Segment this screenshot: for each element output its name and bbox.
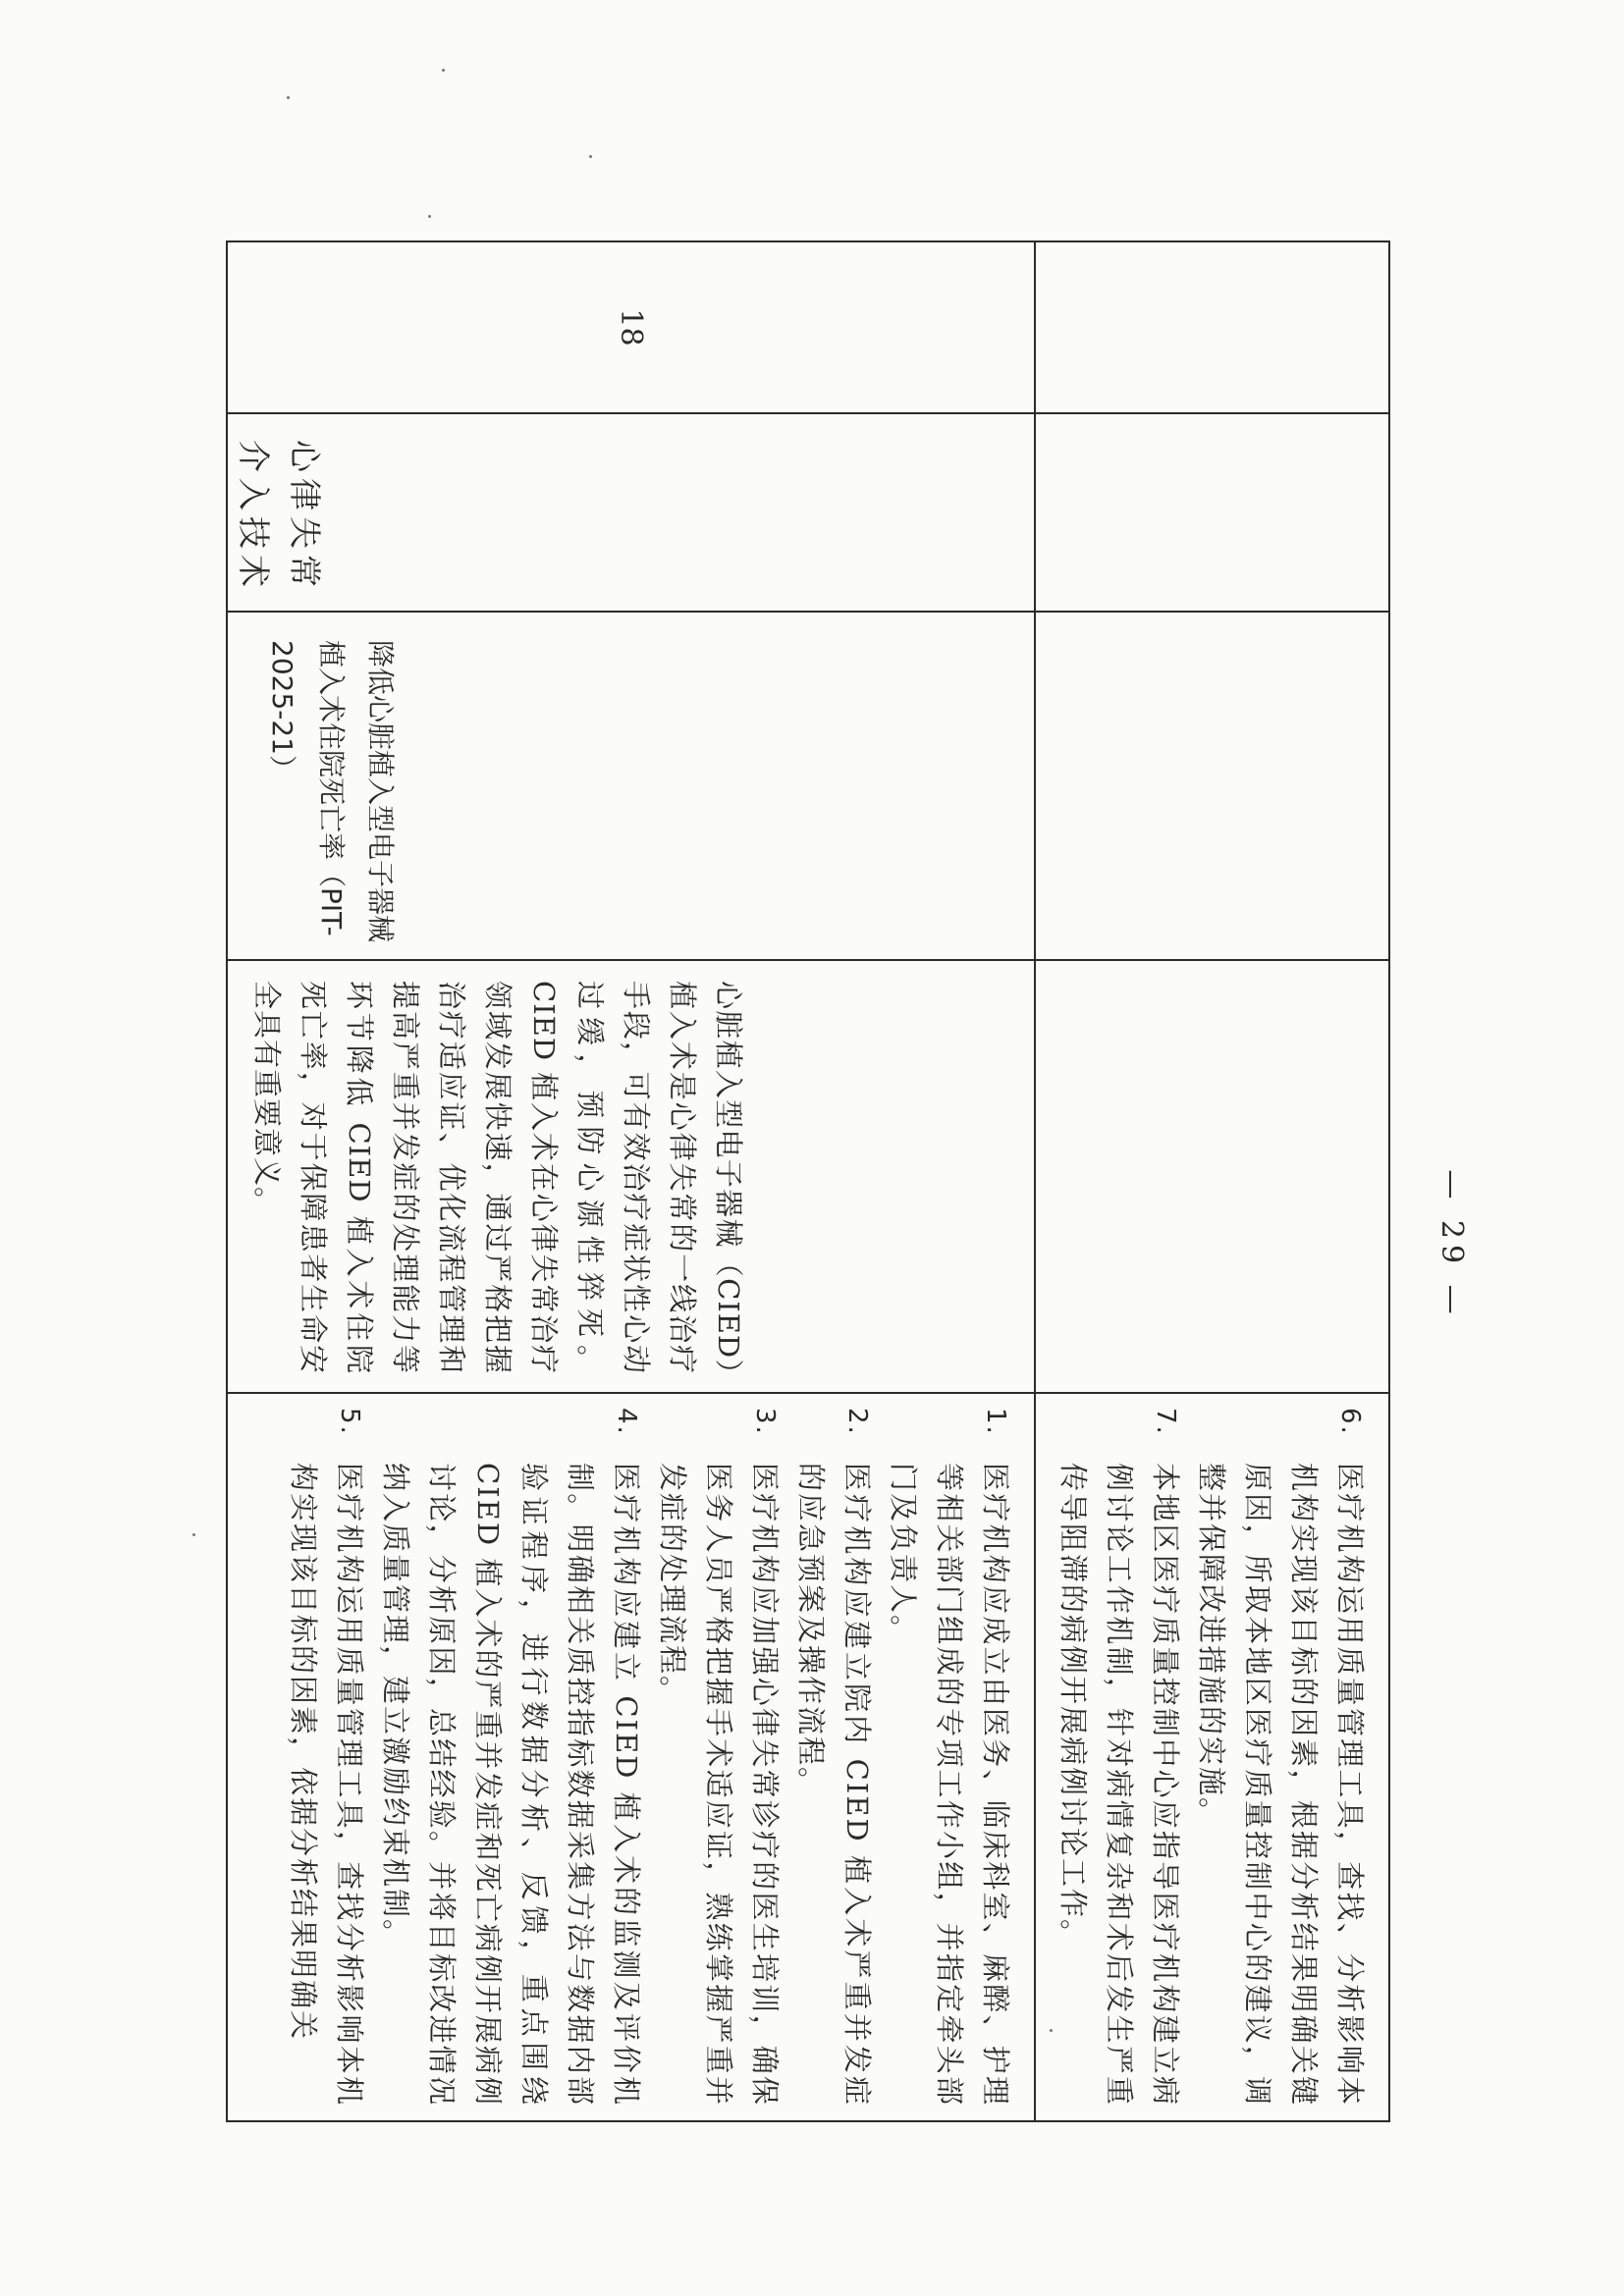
scan-speck bbox=[287, 96, 290, 99]
measure-item bbox=[880, 1408, 1018, 2107]
cell-definition-empty bbox=[1035, 960, 1389, 1393]
scan-speck bbox=[589, 155, 592, 158]
measure-item bbox=[1050, 1408, 1188, 2107]
measure-text: 医疗机构运用质量管理工具，查找、分析影响本机构实现该目标的因素，根据分析结果明确关键原因，所取本地区医疗质量控制中心的建议，调整并保障改进措施的实施。 bbox=[1195, 1463, 1367, 2107]
measure-item bbox=[649, 1408, 787, 2107]
measure-text: 医疗机构应加强心律失常诊疗的医生培训，确保医务人员严格把握手术适应证，熟练掌握严重并发症的处理流程。 bbox=[656, 1463, 782, 2107]
rotated-page-content bbox=[226, 240, 1390, 2120]
measure-number: 6. bbox=[1335, 1408, 1365, 1436]
table-row-continuation bbox=[1035, 241, 1389, 2121]
measure-number: 1. bbox=[981, 1408, 1010, 1436]
measure-text: 医疗机构运用质量管理工具，查找分析影响本机构实现该目标的因素，依据分析结果明确关 bbox=[287, 1463, 366, 2107]
cell-measures bbox=[227, 1393, 1035, 2121]
goal-definition: 心脏植入型电子器械（CIED）植入术是心律失常的一线治疗手段，可有效治疗症状性心动过缓，预防心源性猝死。CIED 植入术在心律失常治疗领域发展快速，通过严格把握治疗适应证、优化流程管理和提高严重并发症的处理能力等环节降低 CIED 植入术住院死亡率，对于保障患者生命安全具有重要意义。 bbox=[227, 960, 1035, 1393]
cell-previous-measures bbox=[1035, 1393, 1389, 2121]
measure-number: 4. bbox=[612, 1408, 641, 1436]
cell-number-empty bbox=[1035, 241, 1389, 413]
cell-specialty-empty bbox=[1035, 413, 1389, 612]
specialty-name: 心律失常介入技术 bbox=[227, 413, 1035, 612]
measure-text: 医疗机构应建立 CIED 植入术的监测及评价机制。明确相关质控指标数据采集方法与数据内部验证程序，进行数据分析、反馈，重点围绕 CIED 植入术的严重并发症和死亡病例开展病例讨论，分析原因，总结经验。并将目标改进情况纳入质量管理，建立激励约束机制。 bbox=[379, 1463, 643, 2107]
measure-number: 7. bbox=[1151, 1408, 1180, 1436]
measure-number: 5. bbox=[335, 1408, 364, 1436]
measure-text: 本地区医疗质量控制中心应指导医疗机构建立病例讨论工作机制，针对病情复杂和术后发生严重传导阻滞的病例开展病例讨论工作。 bbox=[1056, 1463, 1182, 2107]
quality-goal-table bbox=[226, 240, 1390, 2122]
goal-title: 降低心脏植入型电子器械植入术住院死亡率（PIT-2025-21） bbox=[227, 612, 1035, 960]
scan-speck bbox=[428, 215, 431, 218]
measure-number: 3. bbox=[750, 1408, 780, 1436]
page-number-footer: — 29 — bbox=[1435, 1169, 1469, 1320]
measure-text: 医疗机构应成立由医务、临床科室、麻醉、护理等相关部门组成的专项工作小组，并指定牵头部门及负责人。 bbox=[887, 1463, 1012, 2107]
scan-speck bbox=[442, 69, 445, 72]
row-number: 18 bbox=[227, 241, 1035, 413]
measure-number: 2. bbox=[842, 1408, 872, 1436]
measure-item bbox=[372, 1408, 649, 2107]
measure-item bbox=[280, 1408, 372, 2107]
measure-item bbox=[1188, 1408, 1373, 2107]
scan-speck bbox=[192, 1533, 195, 1536]
measure-text: 医疗机构应建立院内 CIED 植入术严重并发症的应急预案及操作流程。 bbox=[794, 1463, 874, 2107]
measure-item bbox=[787, 1408, 880, 2107]
cell-goal-empty bbox=[1035, 612, 1389, 960]
table-row-18 bbox=[227, 241, 1035, 2121]
